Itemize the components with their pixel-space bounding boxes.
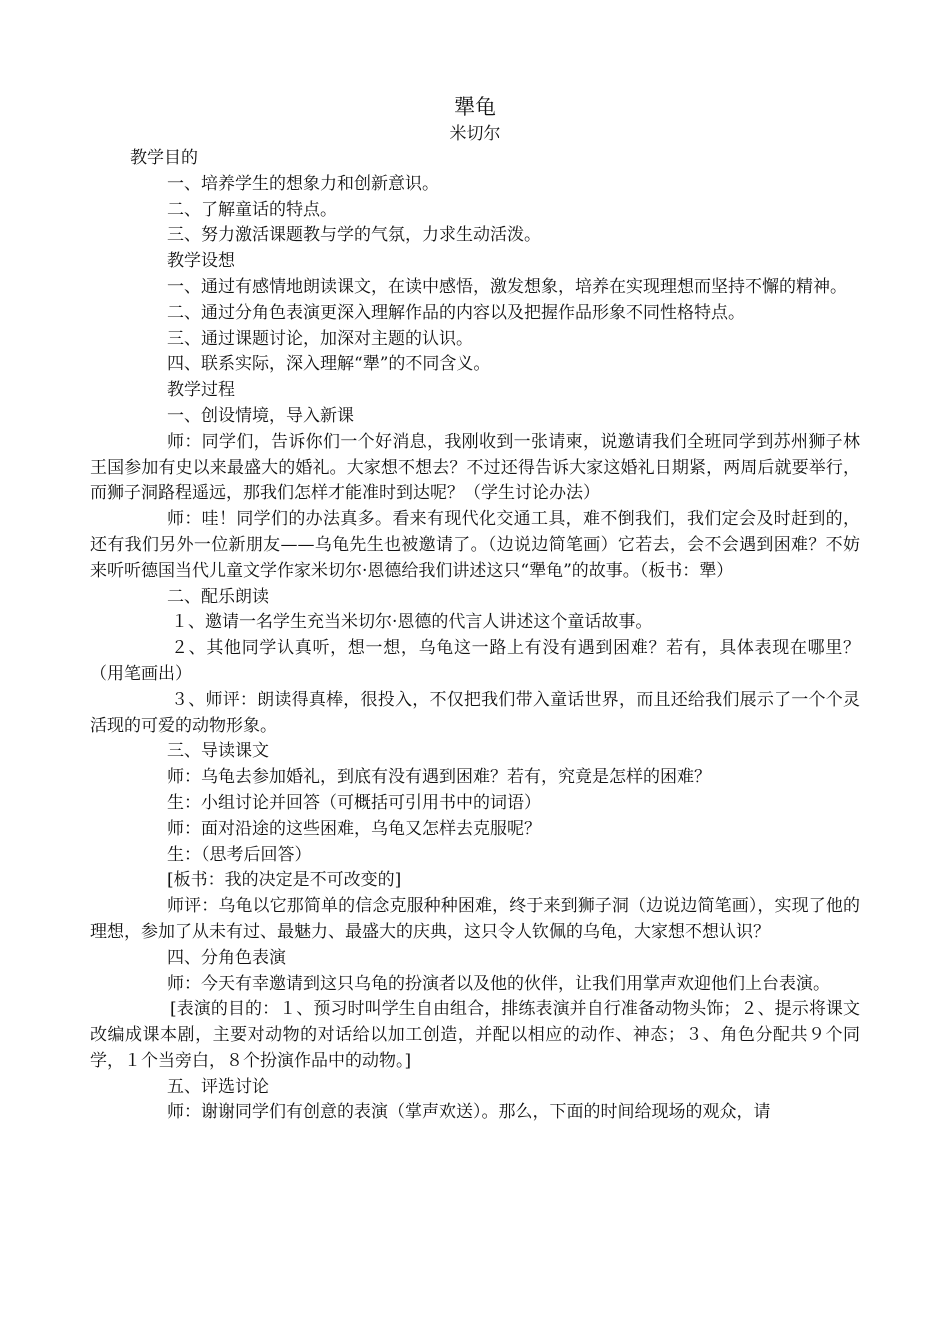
paragraph: [表演的目的：１、预习时叫学生自由组合，排练表演并自行准备动物头饰；２、提示将课文改编成课本剧，主要对动物的对话给以加工创造，并配以相应的动作、神态；３、角色分配共９个同学，１个当旁白，８个扮演作品中的动物。] <box>90 999 860 1071</box>
section-heading: 教学过程 <box>167 380 235 401</box>
paragraph: 二、了解童话的特点。 <box>167 199 337 220</box>
paragraph: 生：小组讨论并回答（可概括可引用书中的词语） <box>167 792 541 813</box>
section-heading: 教学目的 <box>130 148 198 168</box>
subsection-heading: 四、分角色表演 <box>167 947 286 968</box>
paragraph: 生：（思考后回答） <box>167 844 312 865</box>
paragraph: １、邀请一名学生充当米切尔·恩德的代言人讲述这个童话故事。 <box>171 612 653 633</box>
subsection-heading: 五、评选讨论 <box>167 1076 269 1097</box>
paragraph: 师：今天有幸邀请到这只乌龟的扮演者以及他的伙伴，让我们用掌声欢迎他们上台表演。 <box>167 973 830 994</box>
board-note: [板书：我的决定是不可改变的] <box>167 870 402 891</box>
document-author: 米切尔 <box>449 124 501 144</box>
paragraph: 三、努力激活课题教与学的气氛，力求生动活泼。 <box>167 225 541 246</box>
paragraph: 二、通过分角色表演更深入理解作品的内容以及把握作品形象不同性格特点。 <box>167 302 745 323</box>
paragraph: 师：乌龟去参加婚礼，到底有没有遇到困难？若有，究竟是怎样的困难？ <box>167 767 711 788</box>
paragraph: ２、其他同学认真听，想一想，乌龟这一路上有没有遇到困难？若有，具体表现在哪里？（用笔画出） <box>90 638 860 684</box>
paragraph: 四、联系实际，深入理解“犟”的不同含义。 <box>167 354 491 375</box>
paragraph: 一、培养学生的想象力和创新意识。 <box>167 173 439 194</box>
paragraph: 师：同学们，告诉你们一个好消息，我刚收到一张请柬，说邀请我们全班同学到苏州狮子林王国参加有史以来最盛大的婚礼。大家想不想去？不过还得告诉大家这婚礼日期紧，两周后就要举行，而狮子洞路程遥远，那我们怎样才能准时到达呢？（学生讨论办法） <box>90 431 860 504</box>
subsection-heading: 二、配乐朗读 <box>167 586 269 607</box>
paragraph: 师评：乌龟以它那简单的信念克服种种困难，终于来到狮子洞（边说边简笔画），实现了他的理想，参加了从未有过、最魅力、最盛大的庆典，这只令人钦佩的乌龟，大家想不想认识？ <box>90 896 860 942</box>
subsection-heading: 一、创设情境，导入新课 <box>167 405 354 426</box>
paragraph: 师：面对沿途的这些困难，乌龟又怎样去克服呢？ <box>167 818 541 839</box>
paragraph: 师：谢谢同学们有创意的表演（掌声欢送）。那么，下面的时间给现场的观众，请 <box>167 1102 771 1123</box>
section-heading: 教学设想 <box>167 251 235 272</box>
document-title: 犟龟 <box>454 95 496 119</box>
paragraph: 三、通过课题讨论，加深对主题的认识。 <box>167 328 473 349</box>
paragraph: 一、通过有感情地朗读课文，在读中感悟，激发想象，培养在实现理想而坚持不懈的精神。 <box>167 276 847 297</box>
subsection-heading: 三、导读课文 <box>167 741 269 762</box>
paragraph: 师：哇！同学们的办法真多。看来有现代化交通工具，难不倒我们，我们定会及时赶到的，还有我们另外一位新朋友——乌龟先生也被邀请了。（边说边简笔画）它若去，会不会遇到困难？不妨来听听德国当代儿童文学作家米切尔·恩德给我们讲述这只“犟龟”的故事。（板书：犟） <box>90 509 860 581</box>
paragraph: ３、师评：朗读得真棒，很投入，不仅把我们带入童话世界，而且还给我们展示了一个个灵活现的可爱的动物形象。 <box>90 689 860 736</box>
